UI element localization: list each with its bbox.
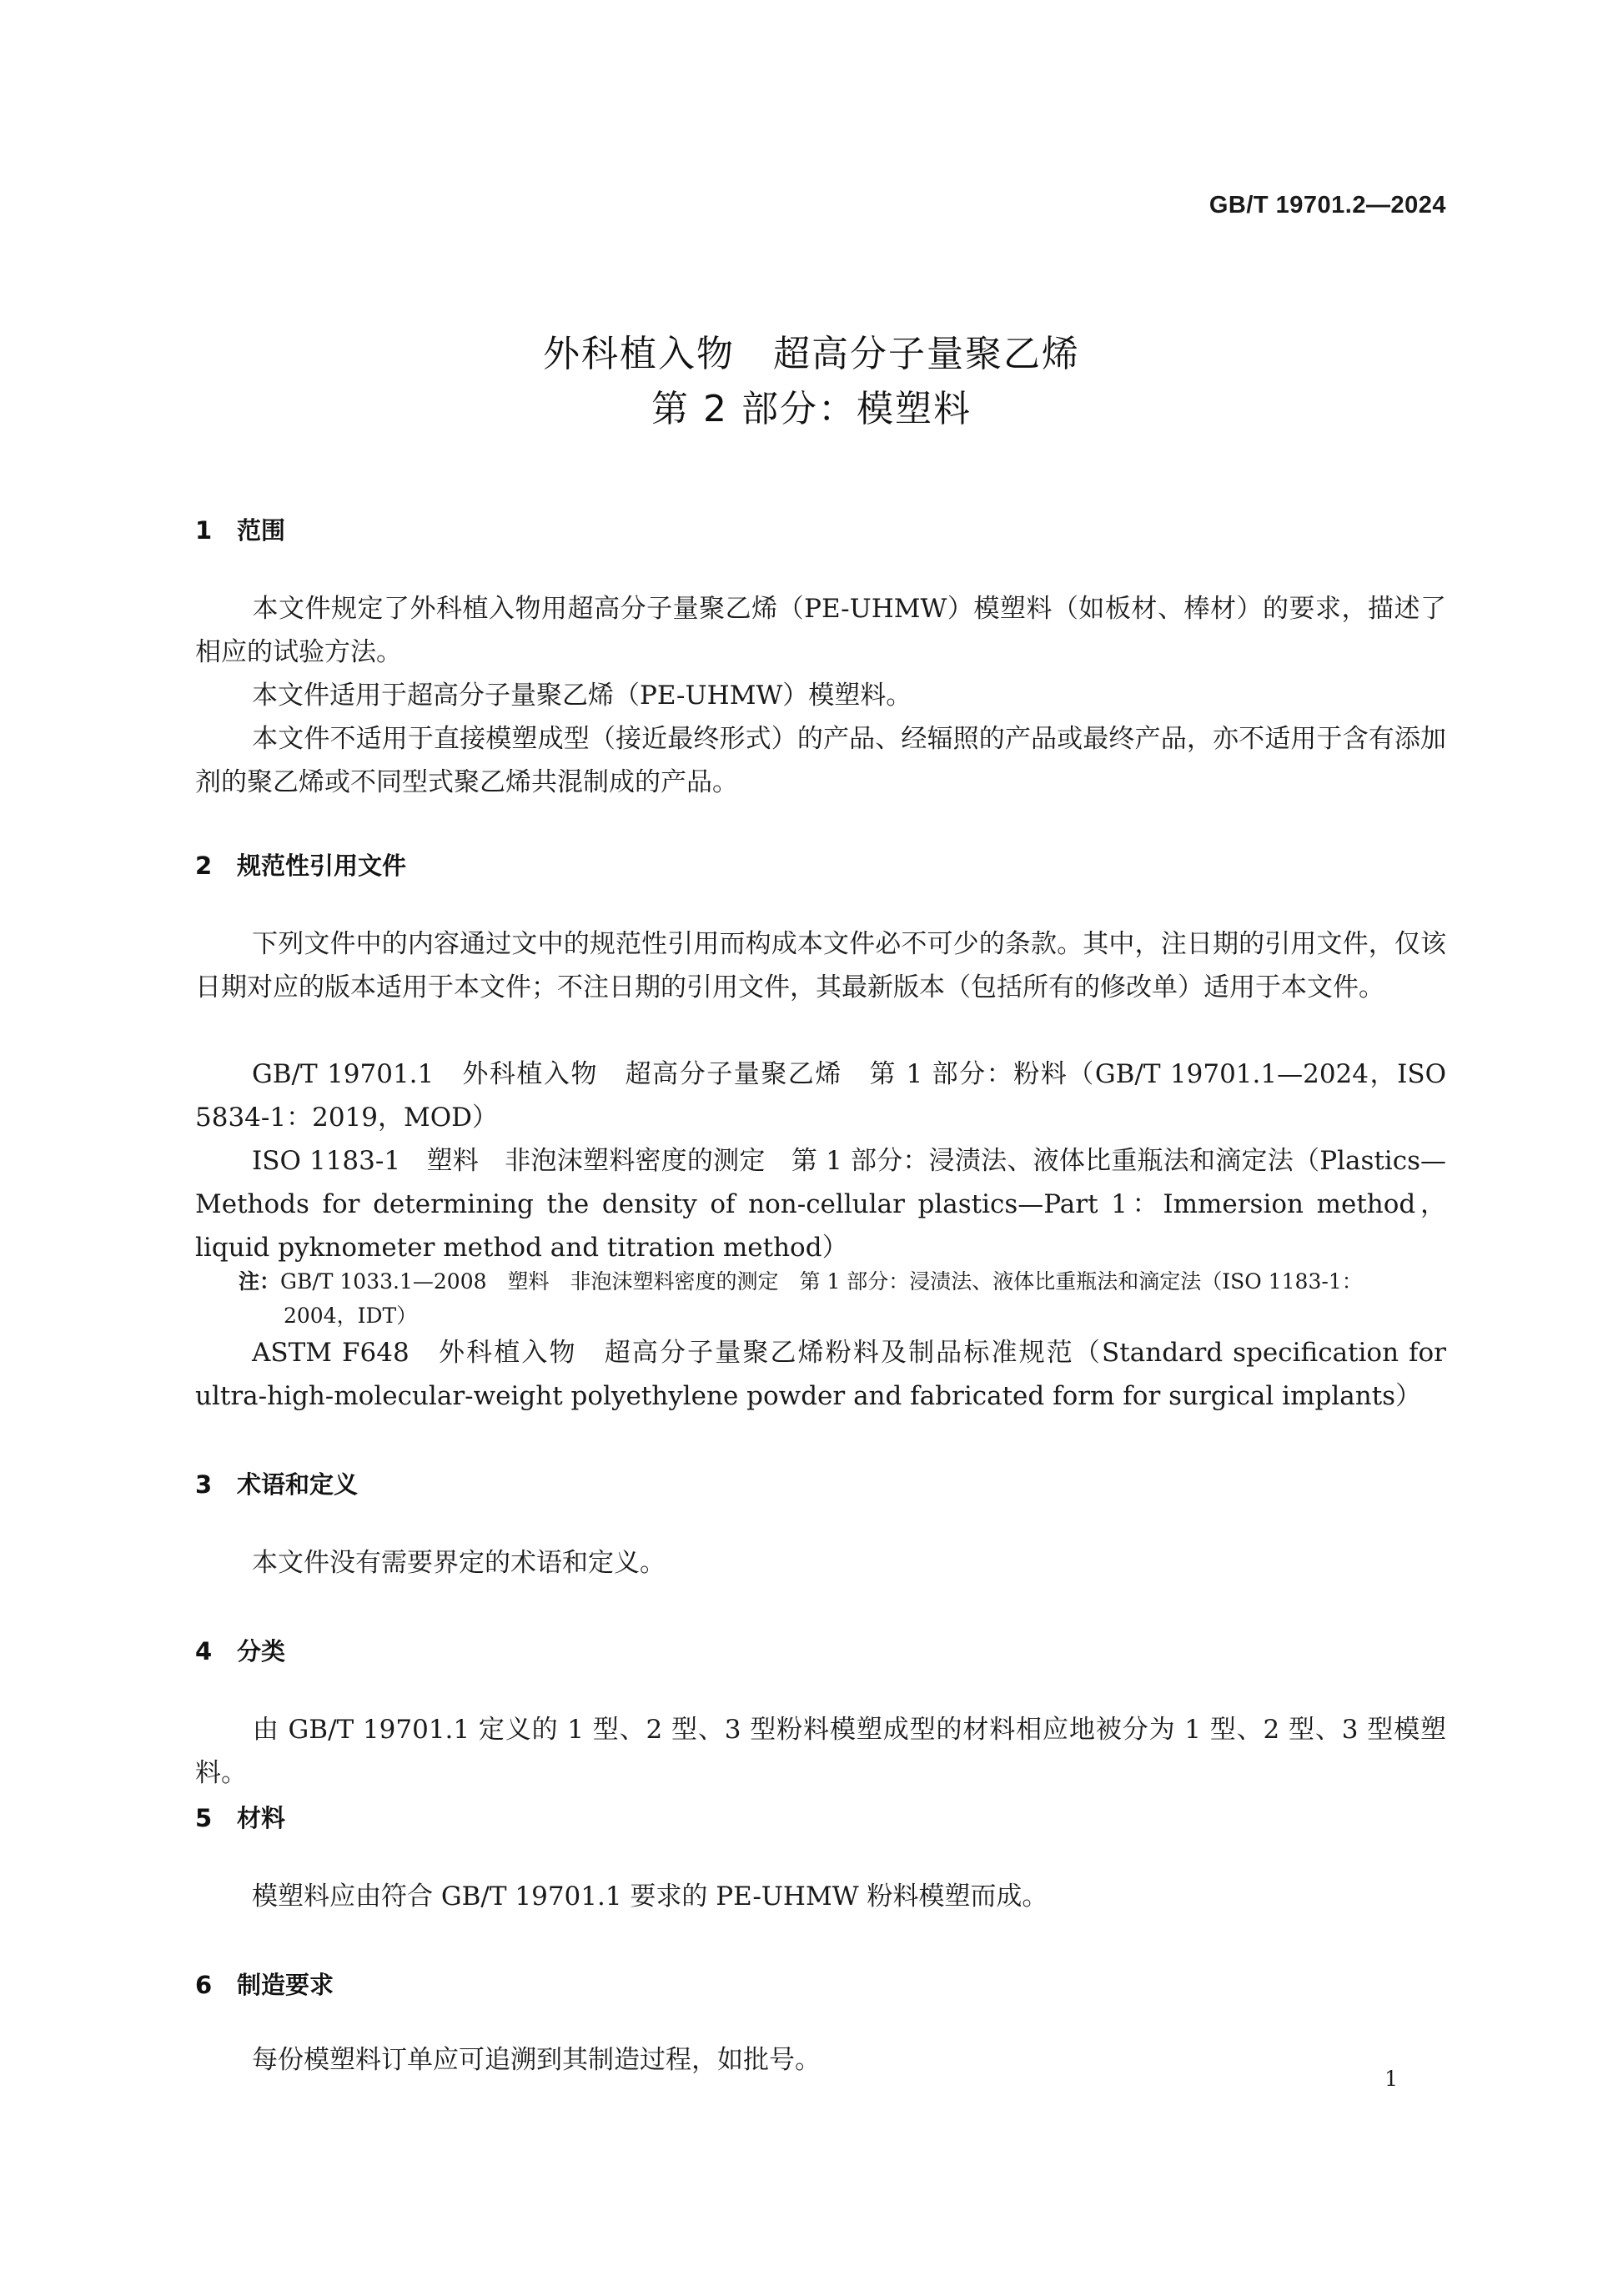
para-text: 本文件没有需要界定的术语和定义。 [252,1548,666,1578]
section-number: 3 [195,1470,213,1499]
section-number: 1 [195,516,213,545]
section-2-heading [195,847,406,882]
section-title: 规范性引用文件 [237,852,407,880]
section-number: 2 [195,852,213,880]
para-text: 本文件不适用于直接模塑成型（接近最终形式）的产品、经辐照的产品或最终产品，亦不适用于含有添加剂的聚乙烯或不同型式聚乙烯共混制成的产品。 [195,724,1446,797]
section-number: 4 [195,1637,213,1665]
standard-code: GB/T 19701.2—2024 [1208,192,1446,219]
title-line-1: 外科植入物 超高分子量聚乙烯 [543,333,1080,375]
para-text: 模塑料应由符合 GB/T 19701.1 要求的 PE-UHMW 粉料模塑而成。 [252,1882,1048,1912]
note-continuation: 2004，IDT） [284,1304,418,1328]
section-1-heading [195,512,285,546]
section-5-heading [195,1800,285,1834]
section-5-para-1 [195,1875,1446,1918]
section-1-para-3 [195,717,1446,804]
para-text: 下列文件中的内容通过文中的规范性引用而构成本文件必不可少的条款。其中，注日期的引用文件，仅该日期对应的版本适用于本文件；不注日期的引用文件，其最新版本（包括所有的修改单）适用于本文件。 [195,929,1446,1002]
title-line-2: 第 2 部分：模塑料 [651,388,972,430]
reference-text: ISO 1183-1 塑料 非泡沫塑料密度的测定 第 1 部分：浸渍法、液体比重瓶法和滴定法（Plastics—Methods for determining the density of non-cellular plastics—Part 1：Immersion method，liquid pyknometer method and titration method） [195,1146,1446,1263]
reference-text: GB/T 19701.1 外科植入物 超高分子量聚乙烯 第 1 部分：粉料（GB/T 19701.1—2024，ISO 5834-1：2019，MOD） [195,1059,1446,1133]
para-text: 本文件适用于超高分子量聚乙烯（PE-UHMW）模塑料。 [252,681,912,711]
document-title [0,327,1623,437]
section-6-para-1 [195,2038,1446,2082]
section-number: 5 [195,1804,213,1832]
section-title: 制造要求 [237,1971,334,1999]
section-2-reference-3 [195,1331,1446,1418]
section-2-reference-1 [195,1053,1446,1139]
section-1-para-1 [195,587,1446,674]
section-title: 分类 [237,1637,286,1665]
section-2-para-1 [195,922,1446,1009]
section-2-reference-2 [195,1139,1446,1269]
section-6-heading [195,1967,334,2001]
section-2-note [239,1264,1446,1333]
reference-text: ASTM F648 外科植入物 超高分子量聚乙烯粉料及制品标准规范（Standard specification for ultra-high-molecular-weight polyethylene powder and fabricated form for surgical implants） [195,1338,1446,1411]
note-label: 注： [239,1269,281,1294]
section-title: 范围 [237,516,286,545]
section-1-para-2 [195,674,1446,717]
section-title: 材料 [237,1804,286,1832]
section-3-heading [195,1466,358,1500]
para-text: 本文件规定了外科植入物用超高分子量聚乙烯（PE-UHMW）模塑料（如板材、棒材）的要求，描述了相应的试验方法。 [195,594,1446,667]
note-text: GB/T 1033.1—2008 塑料 非泡沫塑料密度的测定 第 1 部分：浸渍法、液体比重瓶法和滴定法（ISO 1183-1： [280,1269,1363,1294]
page-number: 1 [1384,2067,1398,2091]
para-text: 由 GB/T 19701.1 定义的 1 型、2 型、3 型粉料模塑成型的材料相应地被分为 1 型、2 型、3 型模塑料。 [195,1715,1446,1788]
section-title: 术语和定义 [237,1470,359,1499]
section-4-para-1 [195,1708,1446,1795]
section-number: 6 [195,1971,213,1999]
section-4-heading [195,1633,285,1667]
para-text: 每份模塑料订单应可追溯到其制造过程，如批号。 [252,2045,821,2075]
section-3-para-1 [195,1541,1446,1585]
